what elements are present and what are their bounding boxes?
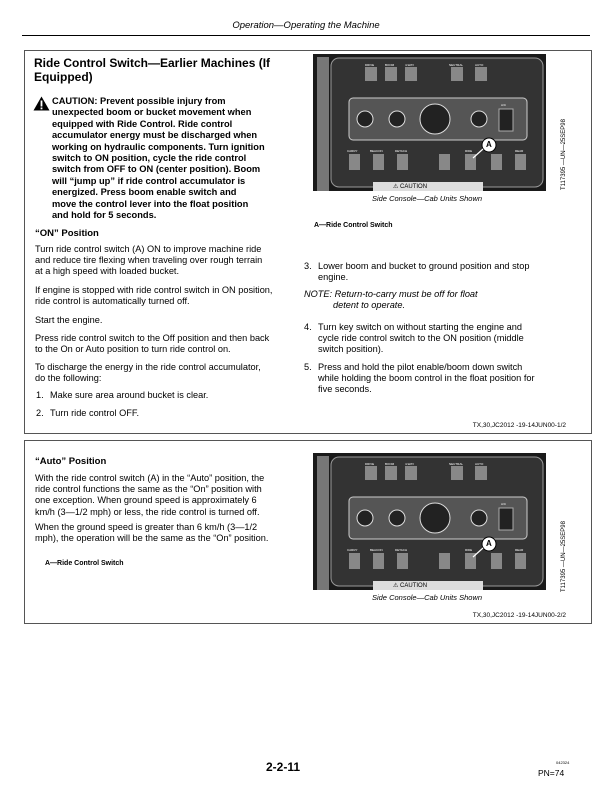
step-4: 4. Turn key switch on without starting the engine and cycle ride control switch to the ON position (middle switch position). — [304, 322, 524, 355]
footer-code: 042324 — [556, 760, 570, 765]
label-ac: A/C — [501, 103, 507, 107]
caution-line: accumulator energy must be discharged when — [52, 130, 258, 141]
text-line: to the On or Auto position to turn ride control on. — [35, 344, 231, 355]
label-auto: AUTO — [475, 462, 484, 466]
text-line: With the ride control switch (A) in the “Auto” position, the — [35, 473, 265, 483]
caution-line: working on hydraulic components. Turn ignition — [52, 141, 265, 152]
label-beacon: BEACON — [370, 149, 383, 153]
text-line: ride control functions the same as the “On” position with — [35, 484, 262, 495]
step-text: Turn ride control OFF. — [50, 408, 140, 418]
label-auto: AUTO — [475, 63, 484, 67]
caution-line: will “jump up” if ride control accumulator is — [52, 175, 246, 186]
paragraph-discharge — [35, 362, 261, 384]
label-beacon: BEACON — [370, 548, 383, 552]
text-line: km/h (3—1/2 mph) or less, the ride control is turned off. — [35, 506, 260, 517]
doc-reference-2: TX,30,JC2012 -19-14JUN00-2/2 — [472, 612, 566, 619]
paragraph-auto — [35, 473, 264, 518]
on-position-heading: “ON” Position — [35, 228, 99, 239]
step-text: cycle ride control switch to the ON position (middle — [318, 333, 524, 344]
section-title — [34, 56, 270, 84]
step-5: 5. Press and hold the pilot enable/boom down switch while holding the boom control in the float position for five seconds. — [304, 362, 535, 395]
figure-id: T117395 —UN—25SEP98 — [561, 521, 567, 592]
step-2: 2. Turn ride control OFF. — [36, 408, 140, 418]
text-line: ride control is automatically turned off. — [35, 296, 190, 307]
label-ride: RIDE — [465, 548, 473, 552]
label-4way: 4-WAY — [405, 63, 415, 67]
caution-line: equipped with Ride Control. Ride control — [52, 118, 233, 129]
header-rule — [22, 35, 590, 36]
label-neutral: NEUTRAL — [449, 63, 464, 67]
note-line: NOTE: Return-to-carry must be off for float — [304, 289, 478, 299]
label-ride: RIDE — [465, 149, 473, 153]
label-rear: REAR — [515, 149, 524, 153]
step-text: Turn key switch on without starting the engine and — [318, 322, 522, 332]
console-figure — [313, 54, 546, 191]
label-drive: DRIVE — [365, 462, 375, 466]
step-text: five seconds. — [318, 384, 372, 395]
label-neutral: NEUTRAL — [449, 462, 464, 466]
warning-text: ⚠ CAUTION — [393, 583, 428, 589]
text-line: If engine is stopped with ride control switch in ON position, — [35, 285, 273, 295]
step-text: engine. — [318, 272, 349, 283]
text-line: When the ground speed is greater than 6 km/h (3—1/2 — [35, 522, 258, 532]
callout-a: A — [486, 140, 492, 149]
step-text: Make sure area around bucket is clear. — [50, 390, 209, 400]
label-boom: BOOM — [385, 462, 395, 466]
callout-legend: A—Ride Control Switch — [314, 222, 393, 229]
label-detach: DETACH — [395, 548, 408, 552]
note — [304, 289, 478, 311]
step-3: 3. Lower boom and bucket to ground position and stop engine. — [304, 261, 530, 283]
text-line: one exception. When ground speed is approximately 6 — [35, 495, 257, 506]
figure-caption: Side Console—Cab Units Shown — [371, 593, 483, 602]
step-text: while holding the boom control in the float position for — [318, 373, 535, 384]
step-text: Lower boom and bucket to ground position and stop — [318, 261, 530, 271]
paragraph-engine-stopped — [35, 285, 272, 307]
label-boom: BOOM — [385, 63, 395, 67]
caution-line: energized. Press boom enable switch and — [52, 187, 237, 198]
paragraph-ground-speed — [35, 522, 268, 544]
caution-line: unexpected boom or bucket movement when — [52, 107, 252, 118]
caution-icon — [33, 96, 50, 111]
caution-line: CAUTION: Prevent possible injury from — [52, 96, 226, 106]
text-line: To discharge the energy in the ride control accumulator, — [35, 362, 261, 372]
note-line: detent to operate. — [333, 300, 406, 311]
step-1: 1. Make sure area around bucket is clear. — [36, 390, 209, 400]
paragraph-start-engine: Start the engine. — [35, 315, 103, 325]
caution-block — [52, 96, 265, 221]
title-line: Ride Control Switch—Earlier Machines (If — [34, 56, 271, 70]
paragraph-press-switch — [35, 333, 269, 355]
label-drive: DRIVE — [365, 63, 375, 67]
caution-line: switch from OFF to ON (center position). Boom — [52, 164, 261, 175]
label-4way: 4-WAY — [405, 462, 415, 466]
caution-line: move the control lever into the float position — [52, 198, 249, 209]
figure-id: T117395 —UN—25SEP98 — [561, 119, 567, 190]
step-text: switch position). — [318, 344, 384, 355]
caution-line: and hold for 5 seconds. — [52, 210, 157, 221]
doc-reference-1: TX,30,JC2012 -19-14JUN00-1/2 — [472, 422, 566, 429]
step-text: Press and hold the pilot enable/boom down switch — [318, 362, 523, 372]
text-line: Turn ride control switch (A) ON to improve machine ride — [35, 244, 262, 254]
warning-text: ⚠ CAUTION — [393, 184, 428, 190]
callout-legend: A—Ride Control Switch — [45, 560, 124, 567]
console-illustration — [313, 54, 546, 191]
callout-a: A — [486, 539, 492, 548]
text-line: and reduce tire flexing when traveling over rough terrain — [35, 255, 263, 266]
caution-line: switch to ON position, cycle the ride control — [52, 153, 247, 164]
page-header: Operation—Operating the Machine — [232, 20, 380, 31]
label-carry: CARRY — [347, 548, 358, 552]
text-line: Press ride control switch to the Off position and then back — [35, 333, 270, 343]
label-carry: CARRY — [347, 149, 358, 153]
pn-number: PN=74 — [538, 768, 565, 778]
label-rear: REAR — [515, 548, 524, 552]
paragraph-ride-improve — [35, 244, 262, 278]
label-ac: A/C — [501, 502, 507, 506]
label-detach: DETACH — [395, 149, 408, 153]
figure-caption: Side Console—Cab Units Shown — [371, 194, 483, 203]
console-figure — [313, 453, 546, 590]
page-number: 2-2-11 — [266, 760, 301, 774]
text-line: at a high speed with loaded bucket. — [35, 266, 180, 277]
text-line: do the following: — [35, 373, 102, 384]
text-line: mph), the operation will be the same as the “On” position. — [35, 533, 269, 544]
title-line: Equipped) — [34, 70, 93, 84]
console-illustration — [313, 453, 546, 590]
auto-position-heading: “Auto” Position — [35, 456, 107, 467]
